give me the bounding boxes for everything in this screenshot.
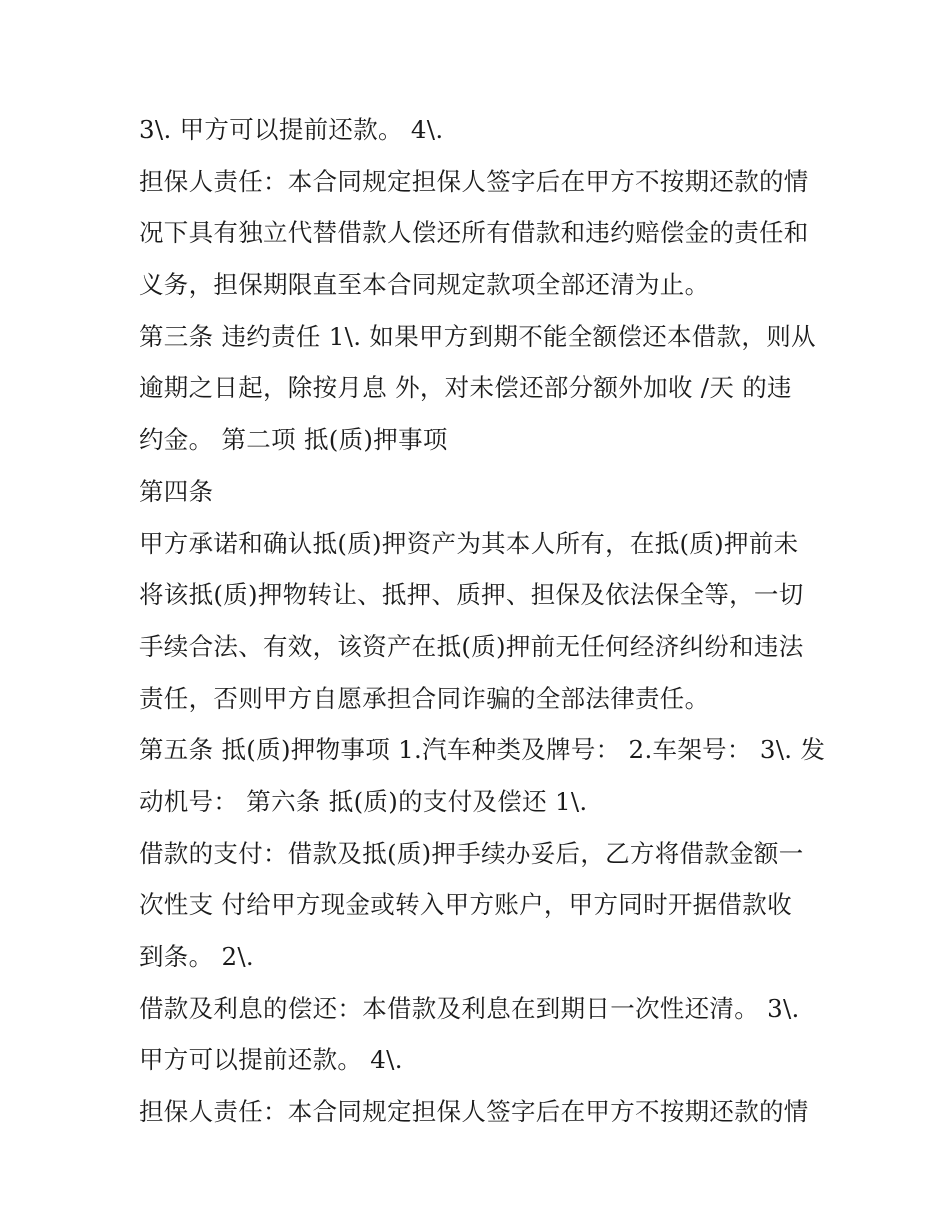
text-line: 借款的支付：借款及抵(质)押手续办妥后，乙方将借款金额一 bbox=[139, 838, 804, 868]
text-line: 借款及利息的偿还：本借款及利息在到期日一次性还清。 3\. bbox=[139, 993, 800, 1023]
text-line: 动机号： 第六条 抵(质)的支付及偿还 1\. bbox=[139, 786, 588, 816]
text-line: 担保人责任：本合同规定担保人签字后在甲方不按期还款的情 bbox=[139, 166, 809, 196]
text-line: 到条。 2\. bbox=[139, 942, 255, 971]
text-line: 第三条 违约责任 1\. 如果甲方到期不能全额偿还本借款，则从 bbox=[139, 321, 816, 351]
text-line: 义务，担保期限直至本合同规定款项全部还清为止。 bbox=[139, 270, 710, 300]
text-line: 甲方可以提前还款。 4\. bbox=[139, 1045, 403, 1075]
text-line: 第四条 bbox=[139, 476, 214, 506]
text-line: 逾期之日起，除按月息 外，对未偿还部分额外加收 /天 的违 bbox=[139, 373, 792, 403]
document-body bbox=[139, 104, 826, 1138]
text-line: 手续合法、有效，该资产在抵(质)押前无任何经济纠纷和违法 bbox=[139, 631, 804, 661]
text-line: 甲方承诺和确认抵(质)押资产为其本人所有，在抵(质)押前未 bbox=[139, 528, 799, 558]
text-line: 责任，否则甲方自愿承担合同诈骗的全部法律责任。 bbox=[139, 683, 710, 713]
text-line: 将该抵(质)押物转让、抵押、质押、担保及依法保全等，一切 bbox=[139, 580, 804, 610]
text-line: 约金。 第二项 抵(质)押事项 bbox=[139, 425, 448, 455]
text-line: 次性支 付给甲方现金或转入甲方账户，甲方同时开据借款收 bbox=[139, 890, 792, 920]
text-line: 第五条 抵(质)押物事项 1.汽车种类及牌号： 2.车架号： 3\. 发 bbox=[139, 735, 826, 765]
text-line: 况下具有独立代替借款人偿还所有借款和违约赔偿金的责任和 bbox=[139, 218, 809, 248]
text-line: 3\. 甲方可以提前还款。 4\. bbox=[139, 115, 444, 144]
text-line: 担保人责任：本合同规定担保人签字后在甲方不按期还款的情 bbox=[139, 1097, 809, 1127]
